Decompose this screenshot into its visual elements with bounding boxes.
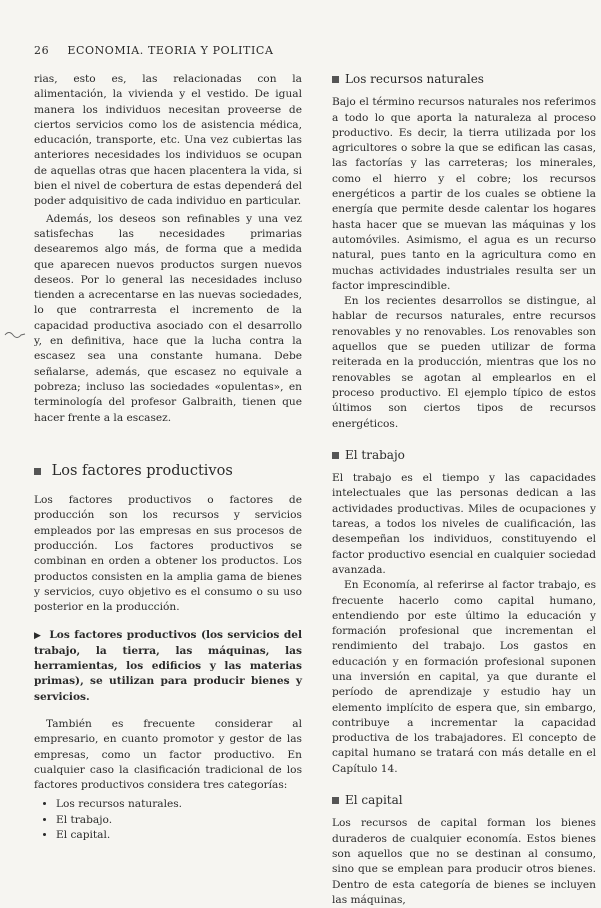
- factor-list: [34, 797, 302, 843]
- subsection-title: El trabajo: [332, 448, 596, 463]
- paragraph: En los recientes desarrollos se distingue, al hablar de recursos naturales, entre recursos renovables y no renovables. Los renovables son aquellos que se pueden utilizar de forma reiterada en la producción, mientras que los no renovables se agotan al emplearlos en el proceso productivo. El ejemplo típico de estos últimos son ciertos tipos de recursos energéticos.: [332, 295, 596, 430]
- section-square-icon: [332, 76, 339, 83]
- paragraph: Además, los deseos son refinables y una vez satisfechas las necesidades primarias desearemos algo más, de forma que a medida que aparecen nuevos productos surgen nuevos deseos. Por lo general las necesidades incluso tienden a acrecentarse en las nuevas sociedades, lo que contrarresta el incremento de la capacidad productiva asociado con el desarrollo y, en definitiva, hace que la lucha contra la escasez sea una constante humana. Debe señalarse, además, que escasez no equivale a pobreza; incluso las sociedades «opulentas», en terminología del profesor Galbraith, tienen que hacer frente a la escasez.: [34, 212, 302, 424]
- section-square-icon: [332, 797, 339, 804]
- paragraph: Bajo el término recursos naturales nos referimos a todo lo que aporta la naturaleza al proceso productivo. Es decir, la tierra utilizada por los agricultores o sobre la que se edifican las casas, las factorías y las carreteras; los minerales, como el hierro y el cobre; los recursos energéticos a partir de los cuales se obtiene la energía que permite desde calentar los hogares hasta hacer que se muevan las máquinas y los automóviles. Asimismo, el agua es un recurso natural, pues tanto en la agricultura como en muchas actividades industriales resulta ser un factor imprescindible.: [332, 96, 596, 292]
- page-number: 26: [34, 44, 50, 57]
- section-square-icon: [332, 452, 339, 459]
- list-item: • El capital.: [56, 828, 302, 843]
- left-column: [34, 72, 302, 843]
- right-column: [332, 72, 596, 908]
- list-item: • El trabajo.: [56, 813, 302, 828]
- running-header: [34, 44, 274, 57]
- paragraph: El trabajo es el tiempo y las capacidades intelectuales que las personas dedican a las actividades productivas. Miles de ocupaciones y tareas, a todos los niveles de cualificación, las desempeñan los individuos, constituyendo el factor productivo esencial en cualquier sociedad avanzada.: [332, 472, 596, 576]
- definition-box: ▶ Los factores productivos (los servicios del trabajo, la tierra, las máquinas, las herramientas, los edificios y las materias primas), se utilizan para producir bienes y servicios.: [34, 628, 302, 703]
- handwritten-mark: [4, 330, 26, 340]
- paragraph: rias, esto es, las relacionadas con la alimentación, la vivienda y el vestido. De igual manera los individuos necesitan proveerse de ciertos servicios como los de asistencia médica, educación, transporte, etc. Una vez cubiertas las anteriores necesidades los individuos se ocupan de aquellas otras que hacen placentera la vida, si bien el nivel de cobertura de estas dependerá del poder adquisitivo de cada individuo en particular.: [34, 73, 302, 208]
- subsection-title: Los recursos naturales: [332, 72, 596, 87]
- paragraph: En Economía, al referirse al factor trabajo, es frecuente hacerlo como capital humano, entendiendo por este último la educación y formación profesional que incrementan el rendimiento del trabajo. Los gastos en educación y en formación profesional suponen una inversión en capital, ya que durante el período de aprendizaje y estudio hay un elemento implícito de espera que, sin embargo, contribuye a incrementar la capacidad productiva de los trabajadores. El concepto de capital humano se tratará con más detalle en el Capítulo 14.: [332, 579, 596, 775]
- running-title: ECONOMIA. TEORIA Y POLITICA: [67, 44, 274, 57]
- paragraph: También es frecuente considerar al empresario, en cuanto promotor y gestor de las empresas, como un factor productivo. En cualquier caso la clasificación tradicional de los factores productivos considera tres categorías:: [34, 717, 302, 792]
- section-square-icon: [34, 468, 41, 475]
- paragraph: Los recursos de capital forman los bienes duraderos de cualquier economía. Estos bienes son aquellos que no se destinan al consumo, sino que se emplean para producir otros bienes. Dentro de esta categoría de bienes se incluyen las máquinas,: [332, 817, 596, 906]
- section-title: Los factores productivos: [34, 464, 302, 479]
- paragraph: Los factores productivos o factores de producción son los recursos y servicios empleados por las empresas en sus procesos de producción. Los factores productivos se combinan en orden a obtener los productos. Los productos consisten en la amplia gama de bienes y servicios, cuyo objetivo es el consumo o su uso posterior en la producción.: [34, 494, 302, 614]
- triangle-bullet-icon: ▶: [34, 630, 41, 641]
- list-item: • Los recursos naturales.: [56, 797, 302, 812]
- subsection-title: El capital: [332, 793, 596, 808]
